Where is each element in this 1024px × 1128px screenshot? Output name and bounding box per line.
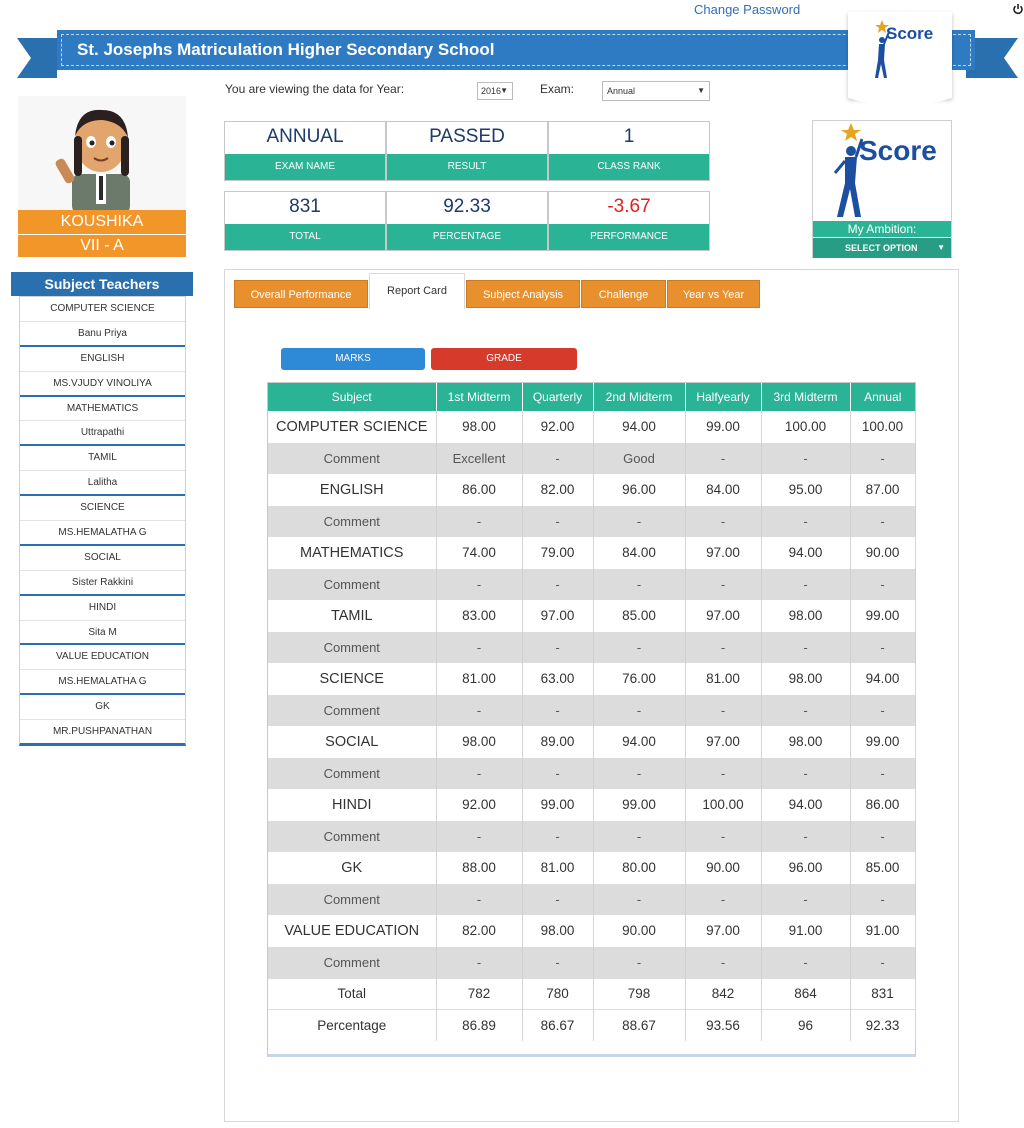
subject-cell: ENGLISH — [268, 474, 436, 506]
mark-cell: 83.00 — [436, 600, 522, 632]
table-row — [268, 726, 915, 758]
total-cell: 782 — [436, 978, 522, 1010]
column-header: 2nd Midterm — [593, 383, 685, 411]
stat-caption: EXAM NAME — [225, 154, 385, 180]
mark-cell: 88.00 — [436, 852, 522, 884]
comment-cell: - — [522, 695, 593, 727]
comment-label: Comment — [268, 695, 436, 727]
comment-row — [268, 695, 915, 727]
stat-caption: RESULT — [387, 154, 547, 180]
percentage-cell: 96 — [761, 1010, 850, 1042]
stat-result — [386, 121, 548, 181]
comment-cell: - — [522, 632, 593, 664]
marks-button[interactable]: MARKS — [281, 348, 425, 370]
teacher-name: MR.PUSHPANATHAN — [52, 726, 153, 738]
comment-cell: - — [593, 695, 685, 727]
spacer-cell — [268, 1041, 915, 1054]
comment-cell: - — [761, 947, 850, 979]
comment-cell: - — [761, 569, 850, 601]
mark-cell: 84.00 — [685, 474, 761, 506]
mark-cell: 81.00 — [436, 663, 522, 695]
comment-cell: - — [436, 632, 522, 664]
mark-cell: 80.00 — [593, 852, 685, 884]
comment-cell: - — [522, 506, 593, 538]
tab-challenge[interactable]: Challenge — [581, 280, 666, 308]
mark-cell: 87.00 — [850, 474, 915, 506]
teacher-subject[interactable]: TAMIL — [20, 446, 185, 471]
mark-cell: 98.00 — [436, 411, 522, 443]
tab-subject-analysis[interactable]: Subject Analysis — [466, 280, 580, 308]
subject-teachers-title: Subject Teachers — [11, 272, 193, 296]
subject-teachers-list — [19, 296, 186, 746]
comment-cell: - — [522, 569, 593, 601]
comment-cell: - — [685, 695, 761, 727]
comment-cell: - — [761, 443, 850, 475]
mark-cell: 82.00 — [436, 915, 522, 947]
mark-cell: 91.00 — [850, 915, 915, 947]
comment-cell: - — [593, 758, 685, 790]
teacher-name: Banu Priya — [20, 322, 185, 347]
column-header: Quarterly — [522, 383, 593, 411]
comment-cell: - — [685, 947, 761, 979]
comment-cell: - — [685, 569, 761, 601]
mark-cell: 94.00 — [593, 726, 685, 758]
comment-row — [268, 569, 915, 601]
comment-cell: - — [522, 758, 593, 790]
mark-cell: 98.00 — [522, 915, 593, 947]
table-row — [268, 411, 915, 443]
mark-cell: 63.00 — [522, 663, 593, 695]
subject-cell: VALUE EDUCATION — [268, 915, 436, 947]
mark-cell: 98.00 — [761, 726, 850, 758]
mark-cell: 92.00 — [522, 411, 593, 443]
mark-cell: 97.00 — [522, 600, 593, 632]
comment-cell: - — [761, 632, 850, 664]
tab-overall-performance[interactable]: Overall Performance — [234, 280, 368, 308]
mark-cell: 89.00 — [522, 726, 593, 758]
teacher-name: Lalitha — [20, 471, 185, 496]
teacher-subject[interactable]: COMPUTER SCIENCE — [20, 297, 185, 322]
comment-cell: - — [522, 947, 593, 979]
teacher-subject[interactable]: GK — [20, 695, 185, 720]
comment-cell: - — [522, 884, 593, 916]
mark-cell: 86.00 — [436, 474, 522, 506]
mark-cell: 99.00 — [685, 411, 761, 443]
comment-cell: - — [522, 443, 593, 475]
comment-cell: - — [850, 443, 915, 475]
comment-cell: - — [685, 758, 761, 790]
comment-cell: - — [593, 884, 685, 916]
percentage-cell: 93.56 — [685, 1010, 761, 1042]
change-password-link[interactable]: Change Password — [694, 2, 801, 17]
total-label: Total — [268, 978, 436, 1010]
comment-cell: - — [761, 758, 850, 790]
teacher-name: Sita M — [20, 621, 185, 646]
mark-cell: 96.00 — [761, 852, 850, 884]
comment-cell: Excellent — [436, 443, 522, 475]
mark-cell: 99.00 — [850, 726, 915, 758]
comment-cell: - — [685, 821, 761, 853]
student-name: KOUSHIKA — [18, 210, 186, 234]
column-header: Annual — [850, 383, 915, 411]
comment-cell: - — [685, 443, 761, 475]
stat-caption: PERCENTAGE — [387, 224, 547, 250]
stat-caption: PERFORMANCE — [549, 224, 709, 250]
comment-cell: - — [436, 947, 522, 979]
table-row — [268, 915, 915, 947]
ambition-select-label: SELECT OPTION — [845, 243, 918, 253]
banner-tail-left — [17, 38, 57, 78]
comment-cell: - — [761, 884, 850, 916]
comment-label: Comment — [268, 884, 436, 916]
comment-cell: - — [761, 695, 850, 727]
mark-cell: 82.00 — [522, 474, 593, 506]
stat-value: PASSED — [429, 126, 505, 147]
comment-cell: - — [850, 758, 915, 790]
comment-cell: - — [436, 821, 522, 853]
mark-cell: 98.00 — [436, 726, 522, 758]
subject-cell: MATHEMATICS — [268, 537, 436, 569]
stat-class-rank — [548, 121, 710, 181]
comment-cell: - — [436, 884, 522, 916]
subject-cell: HINDI — [268, 789, 436, 821]
comment-row — [268, 758, 915, 790]
teacher-subject[interactable]: MATHEMATICS — [20, 397, 185, 422]
mark-cell: 76.00 — [593, 663, 685, 695]
percentage-label: Percentage — [268, 1010, 436, 1042]
mark-cell: 100.00 — [850, 411, 915, 443]
mark-cell: 85.00 — [850, 852, 915, 884]
comment-cell: - — [761, 506, 850, 538]
total-cell: 842 — [685, 978, 761, 1010]
iscore-logo-tag — [848, 12, 952, 98]
mark-cell: 94.00 — [850, 663, 915, 695]
comment-cell: - — [850, 506, 915, 538]
comment-label: Comment — [268, 443, 436, 475]
mark-cell: 94.00 — [593, 411, 685, 443]
teacher-subject[interactable]: VALUE EDUCATION — [20, 645, 185, 670]
stat-value: -3.67 — [607, 196, 651, 217]
stat-total — [224, 191, 386, 251]
stat-value: 831 — [289, 196, 321, 217]
mark-cell: 99.00 — [593, 789, 685, 821]
year-select[interactable] — [477, 82, 513, 100]
percentage-cell: 88.67 — [593, 1010, 685, 1042]
mark-cell: 95.00 — [761, 474, 850, 506]
table-row — [268, 789, 915, 821]
iscore-logo-text: Score — [859, 135, 937, 166]
comment-cell: Good — [593, 443, 685, 475]
column-header: 1st Midterm — [436, 383, 522, 411]
teacher-subject[interactable]: ENGLISH — [20, 347, 185, 372]
mark-cell: 84.00 — [593, 537, 685, 569]
total-cell: 831 — [850, 978, 915, 1010]
teacher-name: MS.HEMALATHA G — [20, 670, 185, 695]
comment-cell: - — [761, 821, 850, 853]
comment-label: Comment — [268, 758, 436, 790]
chevron-down-icon: ▼ — [937, 243, 945, 252]
comment-row — [268, 884, 915, 916]
comment-cell: - — [850, 632, 915, 664]
mark-cell: 94.00 — [761, 537, 850, 569]
comment-cell: - — [522, 821, 593, 853]
teacher-subject[interactable]: SOCIAL — [20, 546, 185, 571]
chevron-down-icon: ▼ — [500, 86, 508, 95]
comment-label: Comment — [268, 506, 436, 538]
subject-cell: GK — [268, 852, 436, 884]
mark-cell: 90.00 — [685, 852, 761, 884]
mark-cell: 98.00 — [761, 600, 850, 632]
comment-cell: - — [436, 569, 522, 601]
mark-cell: 97.00 — [685, 537, 761, 569]
comment-cell: - — [436, 758, 522, 790]
teacher-name: Sister Rakkini — [20, 571, 185, 596]
mark-cell: 98.00 — [761, 663, 850, 695]
school-name: St. Josephs Matriculation Higher Secondary School — [77, 40, 495, 59]
comment-cell: - — [593, 632, 685, 664]
percentage-cell: 86.67 — [522, 1010, 593, 1042]
total-cell: 864 — [761, 978, 850, 1010]
table-header-row — [268, 383, 915, 411]
stat-caption: TOTAL — [225, 224, 385, 250]
teacher-name: MS.HEMALATHA G — [20, 521, 185, 546]
comment-cell: - — [850, 695, 915, 727]
mark-cell: 86.00 — [850, 789, 915, 821]
comment-row — [268, 821, 915, 853]
comment-label: Comment — [268, 821, 436, 853]
comment-label: Comment — [268, 569, 436, 601]
tab-report-card[interactable]: Report Card — [369, 273, 465, 309]
percentage-cell: 86.89 — [436, 1010, 522, 1042]
mark-cell: 99.00 — [850, 600, 915, 632]
stat-value: 92.33 — [443, 196, 491, 217]
mark-cell: 90.00 — [850, 537, 915, 569]
mark-cell: 90.00 — [593, 915, 685, 947]
comment-cell: - — [685, 884, 761, 916]
table-row — [268, 852, 915, 884]
comment-cell: - — [436, 506, 522, 538]
viewing-year-label: You are viewing the data for Year: — [225, 82, 405, 96]
year-select-value: 2016 — [481, 86, 502, 96]
total-cell: 780 — [522, 978, 593, 1010]
teacher-name: MS.VJUDY VINOLIYA — [20, 372, 185, 397]
exam-select-value: Annual — [607, 86, 636, 96]
percentage-cell: 92.33 — [850, 1010, 915, 1042]
mark-cell: 96.00 — [593, 474, 685, 506]
table-row — [268, 537, 915, 569]
comment-row — [268, 506, 915, 538]
total-cell: 798 — [593, 978, 685, 1010]
column-header: 3rd Midterm — [761, 383, 850, 411]
exam-select[interactable] — [602, 81, 710, 101]
mark-cell: 99.00 — [522, 789, 593, 821]
mark-cell: 74.00 — [436, 537, 522, 569]
column-header: Subject — [268, 383, 436, 411]
tab-year-vs-year[interactable]: Year vs Year — [667, 280, 760, 308]
iscore-logo-icon — [829, 123, 863, 221]
school-banner — [57, 30, 975, 70]
subject-cell: SCIENCE — [268, 663, 436, 695]
comment-cell: - — [593, 569, 685, 601]
iscore-logo-text: Score — [886, 24, 934, 43]
percentage-row — [268, 1010, 915, 1042]
comment-label: Comment — [268, 947, 436, 979]
ambition-title: My Ambition: — [813, 221, 951, 237]
student-class: VII - A — [18, 235, 186, 257]
ambition-card — [812, 120, 952, 258]
power-icon[interactable] — [1012, 3, 1024, 15]
chevron-down-icon: ▼ — [697, 86, 705, 95]
mark-cell: 92.00 — [436, 789, 522, 821]
table-row — [268, 600, 915, 632]
mark-cell: 97.00 — [685, 726, 761, 758]
comment-row — [268, 632, 915, 664]
subject-cell: TAMIL — [268, 600, 436, 632]
stat-value: 1 — [623, 126, 635, 147]
mark-cell: 100.00 — [685, 789, 761, 821]
comment-cell: - — [850, 821, 915, 853]
table-spacer — [268, 1041, 915, 1054]
comment-cell: - — [850, 947, 915, 979]
ambition-select[interactable] — [813, 238, 951, 258]
student-avatar — [18, 96, 186, 210]
comment-cell: - — [850, 569, 915, 601]
grade-button[interactable]: GRADE — [431, 348, 577, 370]
mark-cell: 81.00 — [685, 663, 761, 695]
total-row — [268, 978, 915, 1010]
stat-percentage — [386, 191, 548, 251]
report-card-table — [267, 382, 916, 1057]
comment-row — [268, 443, 915, 475]
comment-cell: - — [685, 632, 761, 664]
comment-row — [268, 947, 915, 979]
comment-cell: - — [850, 884, 915, 916]
mark-cell: 79.00 — [522, 537, 593, 569]
comment-cell: - — [593, 821, 685, 853]
mark-cell: 85.00 — [593, 600, 685, 632]
column-header: Halfyearly — [685, 383, 761, 411]
stat-performance — [548, 191, 710, 251]
comment-cell: - — [685, 506, 761, 538]
mark-cell: 97.00 — [685, 915, 761, 947]
mark-cell: 91.00 — [761, 915, 850, 947]
comment-label: Comment — [268, 632, 436, 664]
comment-cell: - — [593, 947, 685, 979]
subject-cell: SOCIAL — [268, 726, 436, 758]
stat-value: ANNUAL — [266, 126, 344, 147]
exam-label: Exam: — [540, 82, 575, 96]
subject-cell: COMPUTER SCIENCE — [268, 411, 436, 443]
mark-cell: 94.00 — [761, 789, 850, 821]
stat-exam-name — [224, 121, 386, 181]
teacher-name: Uttrapathi — [20, 421, 185, 446]
comment-cell: - — [436, 695, 522, 727]
mark-cell: 81.00 — [522, 852, 593, 884]
table-row — [268, 474, 915, 506]
table-row — [268, 663, 915, 695]
teacher-subject[interactable]: SCIENCE — [20, 496, 185, 521]
comment-cell: - — [593, 506, 685, 538]
mark-cell: 97.00 — [685, 600, 761, 632]
mark-cell: 100.00 — [761, 411, 850, 443]
stat-caption: CLASS RANK — [549, 154, 709, 180]
teacher-subject[interactable]: HINDI — [20, 596, 185, 621]
